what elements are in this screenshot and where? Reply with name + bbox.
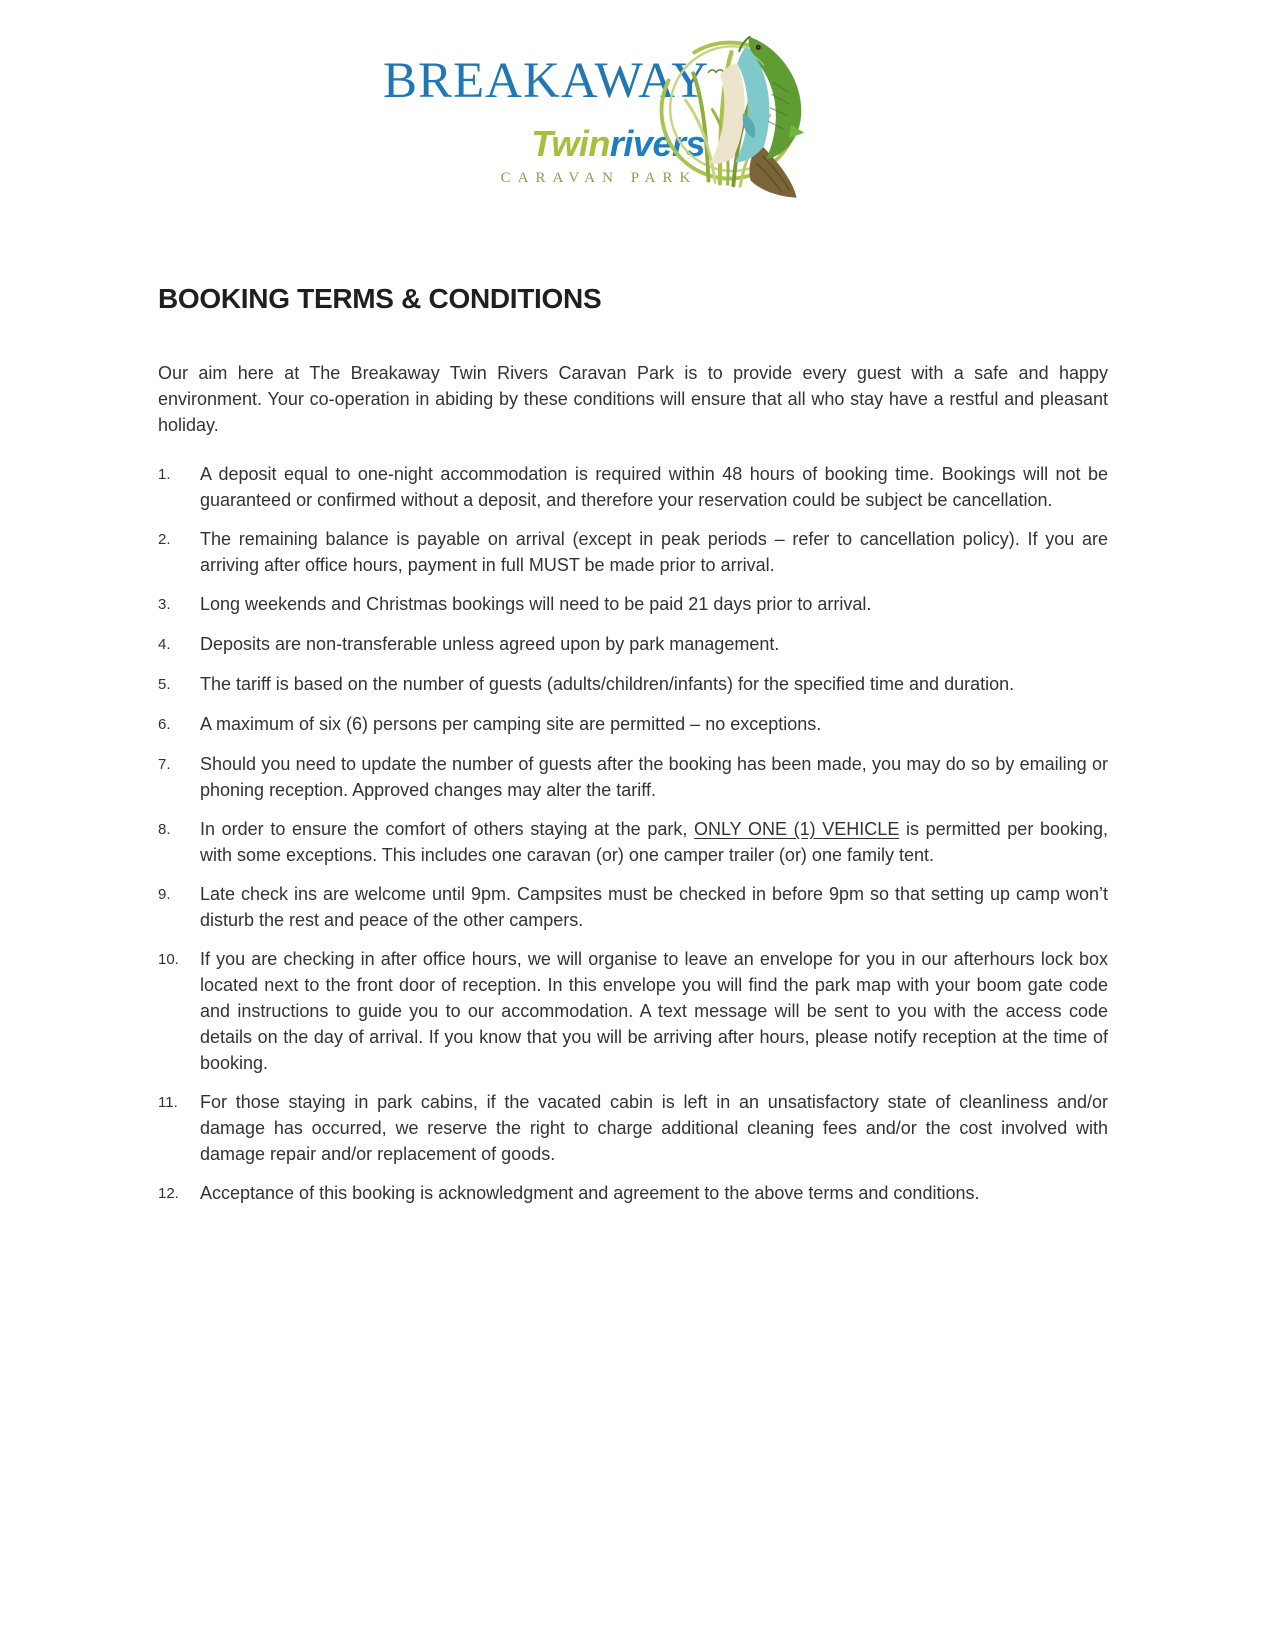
term-text: A deposit equal to one-night accommodation is required within 48 hours of booking time. Bookings will not be guaranteed or confirmed without a deposit, and therefore your reservation could be subject be cancellation. (200, 464, 1108, 510)
term-item-8 (158, 816, 1108, 868)
term-item-2 (158, 526, 1108, 578)
logo-twin-text: Twin (531, 123, 610, 164)
fish-logo-icon (651, 20, 833, 205)
term-text: The remaining balance is payable on arrival (except in peak periods – refer to cancellation policy). If you are arriving after office hours, payment in full MUST be made prior to arrival. (200, 529, 1108, 575)
logo-brand-text: BREAKAWAY (383, 53, 710, 109)
term-number: 1. (158, 466, 171, 483)
term-number: 3. (158, 596, 171, 613)
term-item-12 (158, 1180, 1108, 1207)
breakaway-logo (383, 20, 833, 205)
term-item-4 (158, 631, 1108, 658)
term-text: Long weekends and Christmas bookings will need to be paid 21 days prior to arrival. (200, 594, 872, 614)
term-text: If you are checking in after office hours, we will organise to leave an envelope for you in our afterhours lock box located next to the front door of reception. In this envelope you will find the park map with your boom gate code and instructions to guide you to our accommodation. A text message will be sent to you with the access code details on the day of arrival. If you know that you will be arriving after hours, please notify reception at the time of booking. (200, 949, 1108, 1073)
term-text: The tariff is based on the number of guests (adults/children/infants) for the specified time and duration. (200, 674, 1015, 694)
page-title: BOOKING TERMS & CONDITIONS (158, 282, 602, 314)
term-item-10 (158, 946, 1108, 1076)
term-item-3 (158, 591, 1108, 618)
term-text: A maximum of six (6) persons per camping site are permitted – no exceptions. (200, 714, 822, 734)
term-item-9 (158, 881, 1108, 933)
term-number: 4. (158, 636, 171, 653)
term-number: 9. (158, 886, 171, 903)
term-number: 6. (158, 716, 171, 733)
term-number: 12. (158, 1185, 179, 1202)
term-number: 2. (158, 531, 171, 548)
term-text: Acceptance of this booking is acknowledgment and agreement to the above terms and conditions. (200, 1183, 980, 1203)
logo-tagline-text: CARAVAN PARK (500, 170, 698, 186)
term-item-6 (158, 711, 1108, 738)
logo-rivers-text: rivers (609, 123, 705, 164)
term-number: 11. (158, 1094, 178, 1111)
intro-paragraph: Our aim here at The Breakaway Twin Rivers Caravan Park is to provide every guest with a safe and happy environment. Your co-operation in abiding by these conditions will ensure that all who stay have a restful and pleasant holiday. (158, 363, 1108, 435)
term-number: 8. (158, 821, 171, 838)
term-item-5 (158, 671, 1108, 698)
term-text-segment: is permitted per booking, with some exceptions. This includes one caravan (or) one camper trailer (or) one family tent. (200, 819, 1109, 865)
term-text (200, 816, 1108, 868)
term-text-underlined: ONLY ONE (1) VEHICLE (694, 819, 900, 839)
term-number: 7. (158, 756, 171, 773)
term-item-11 (158, 1089, 1108, 1167)
term-text: Should you need to update the number of guests after the booking has been made, you may do so by emailing or phoning reception. Approved changes may alter the tariff. (200, 754, 1108, 800)
term-text: For those staying in park cabins, if the vacated cabin is left in an unsatisfactory state of cleanliness and/or damage has occurred, we reserve the right to charge additional cleaning fees and/or the cost involved with damage repair and/or replacement of goods. (200, 1092, 1108, 1164)
term-item-7 (158, 751, 1108, 803)
term-text: Deposits are non-transferable unless agreed upon by park management. (200, 634, 780, 654)
term-text-segment: In order to ensure the comfort of others staying at the park, (200, 819, 694, 839)
term-number: 5. (158, 676, 171, 693)
term-number: 10. (158, 951, 179, 968)
terms-list (158, 461, 1108, 1220)
term-item-1 (158, 461, 1108, 513)
term-text: Late check ins are welcome until 9pm. Campsites must be checked in before 9pm so that setting up camp won’t disturb the rest and peace of the other campers. (200, 884, 1108, 930)
